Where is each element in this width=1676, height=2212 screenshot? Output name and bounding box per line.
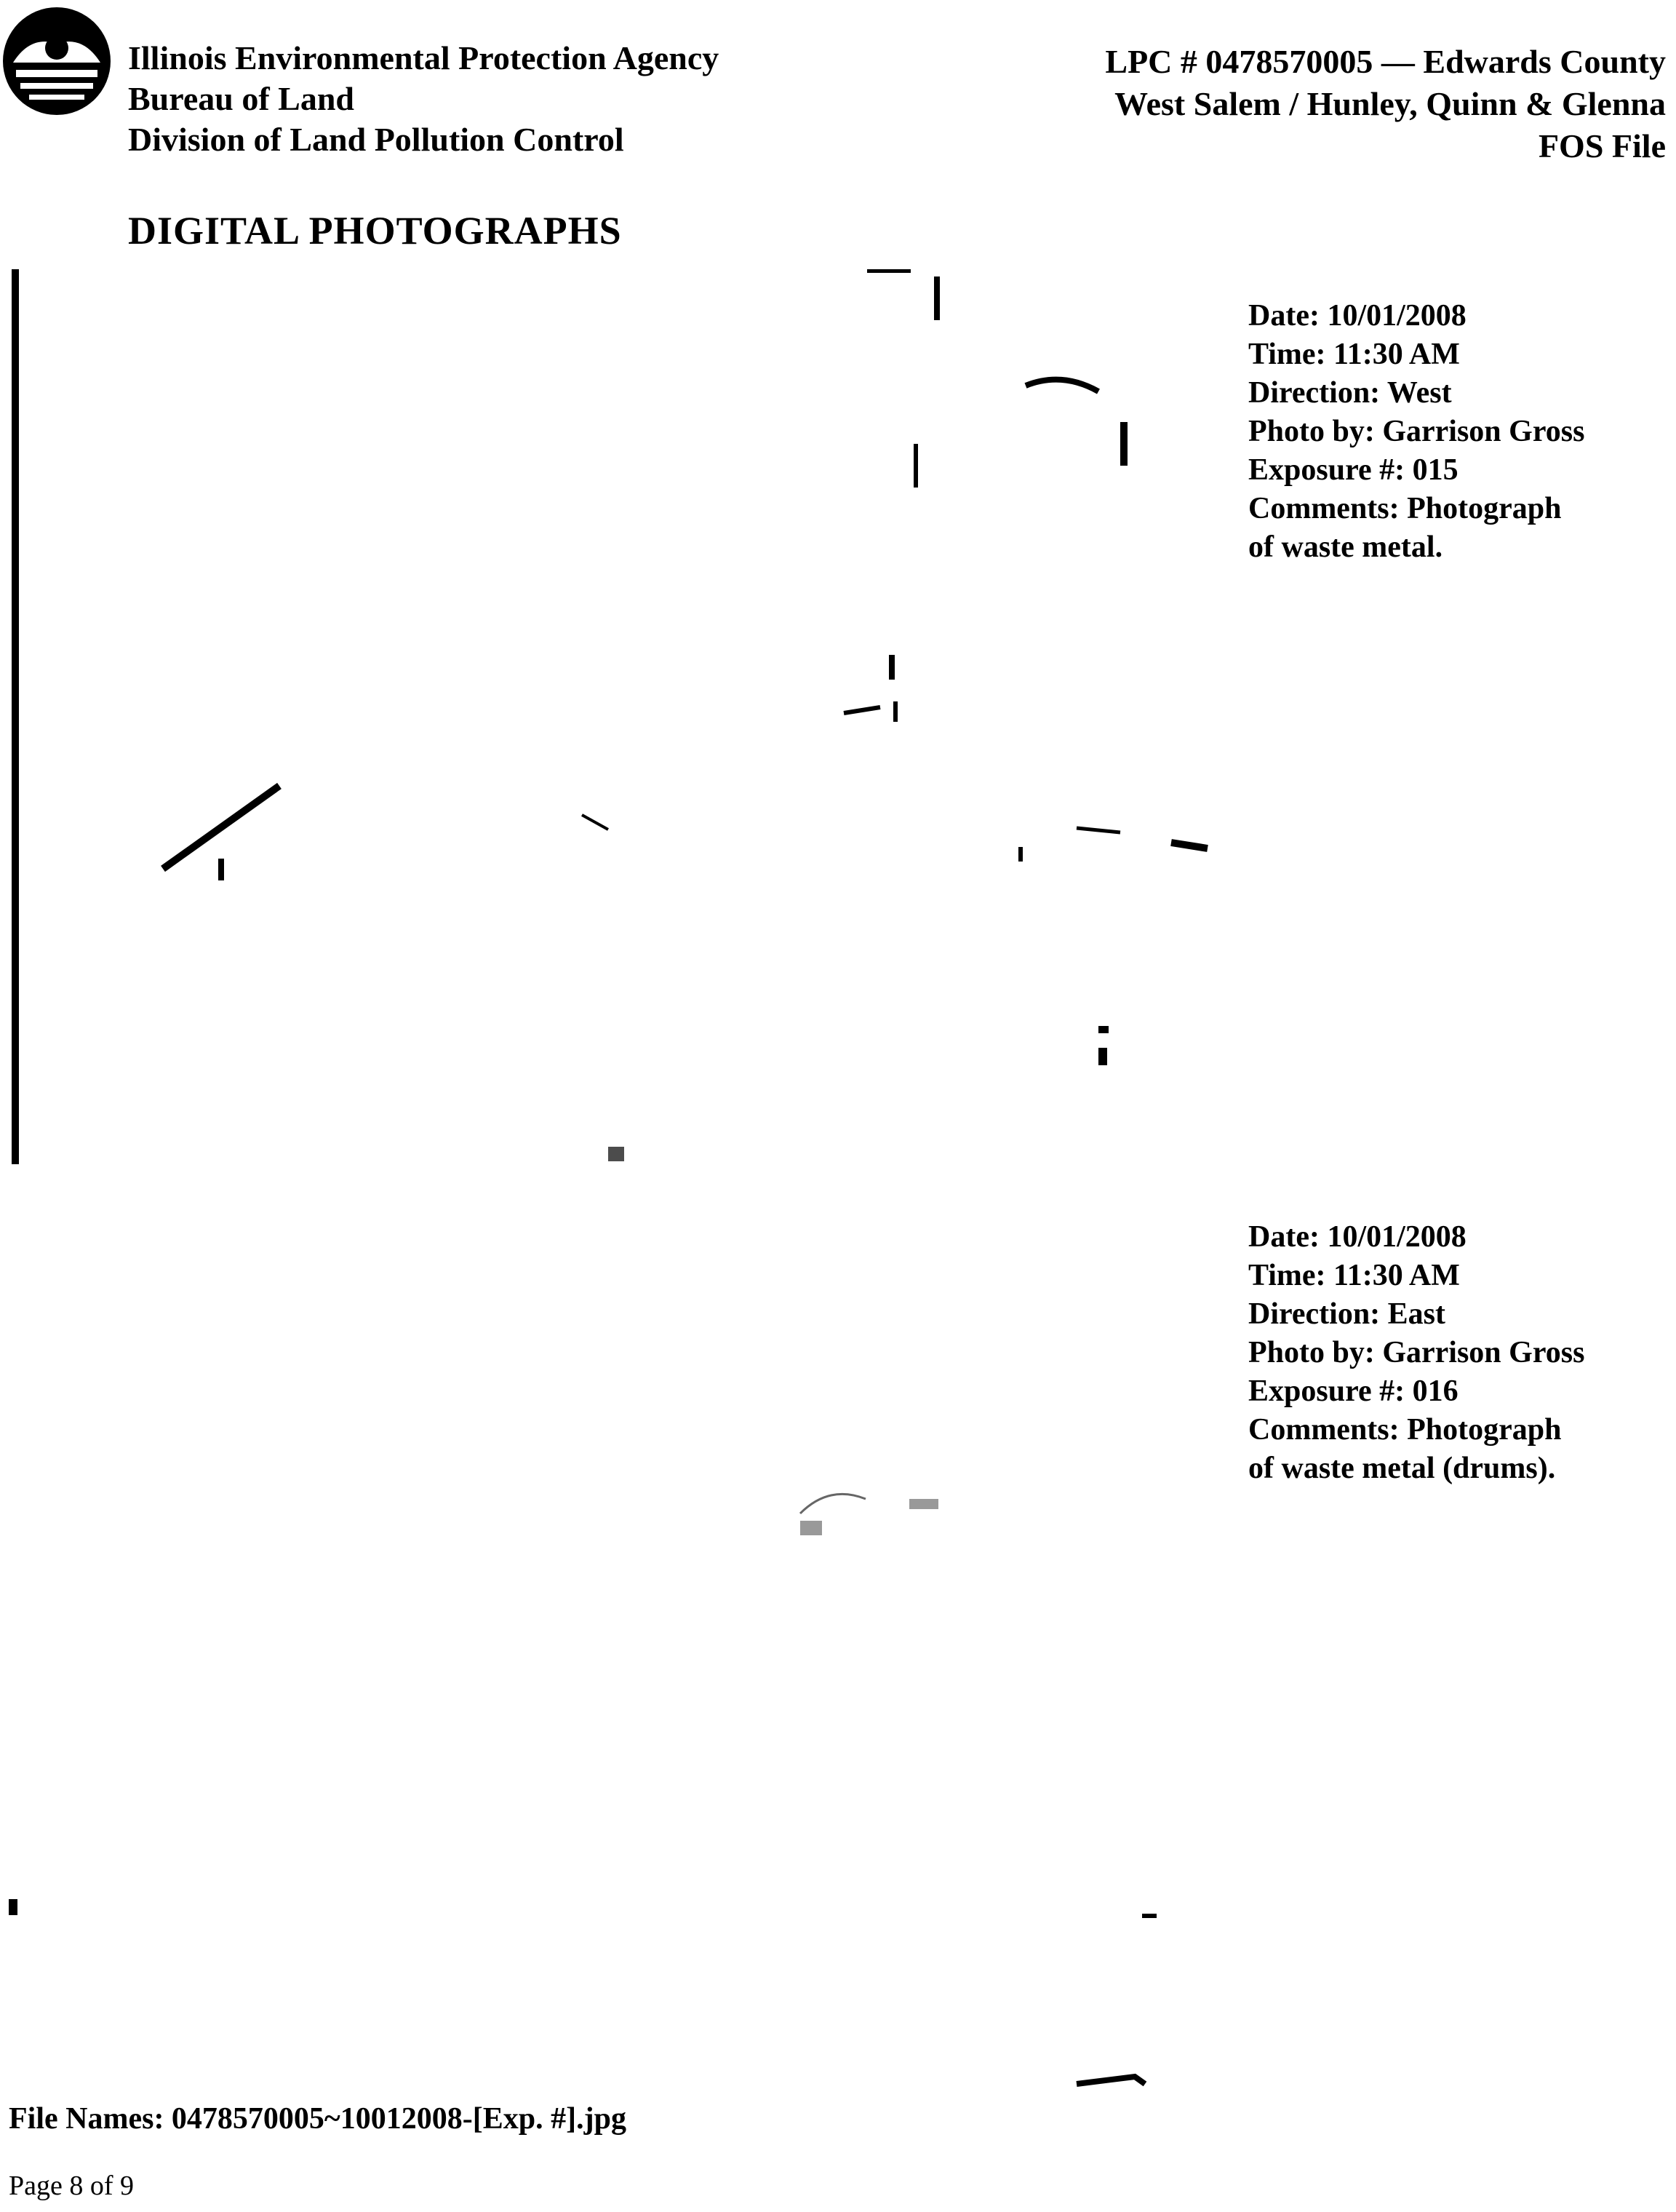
photo-by: Photo by: Garrison Gross [1248, 415, 1585, 448]
agency-block [128, 38, 719, 160]
photo-016 [0, 1179, 1237, 2117]
file-type: FOS File [1538, 127, 1666, 164]
photo-comments: Comments: Photograph [1248, 492, 1562, 525]
photo-015 [0, 262, 1237, 1164]
division-name: Division of Land Pollution Control [128, 121, 624, 158]
photo-exposure: Exposure #: 015 [1248, 453, 1458, 487]
site-name: West Salem / Hunley, Quinn & Glenna [1114, 85, 1666, 122]
section-title: DIGITAL PHOTOGRAPHS [128, 209, 622, 252]
photo-comments: Comments: Photograph [1248, 1413, 1562, 1447]
photo-015-metadata [1248, 297, 1584, 567]
iepa-logo [1, 6, 112, 116]
photo-direction: Direction: East [1248, 1297, 1446, 1331]
file-names: File Names: 0478570005~10012008-[Exp. #].jpg [9, 2102, 626, 2136]
bureau-name: Bureau of Land [128, 80, 355, 117]
photo-by: Photo by: Garrison Gross [1248, 1336, 1585, 1369]
photo-date: Date: 10/01/2008 [1248, 299, 1466, 333]
agency-name: Illinois Environmental Protection Agency [128, 39, 719, 76]
photo-comments-cont: of waste metal. [1248, 530, 1443, 564]
photo-exposure: Exposure #: 016 [1248, 1374, 1458, 1408]
photo-016-metadata [1248, 1218, 1584, 1488]
photo-date: Date: 10/01/2008 [1248, 1220, 1466, 1254]
photo-time: Time: 11:30 AM [1248, 1259, 1460, 1292]
photo-time: Time: 11:30 AM [1248, 338, 1460, 371]
photo-comments-cont: of waste metal (drums). [1248, 1452, 1556, 1485]
lpc-number: LPC # 0478570005 — Edwards County [1105, 43, 1666, 80]
photo-direction: Direction: West [1248, 376, 1452, 410]
page-number: Page 8 of 9 [9, 2171, 135, 2201]
case-info-block [1105, 41, 1666, 167]
